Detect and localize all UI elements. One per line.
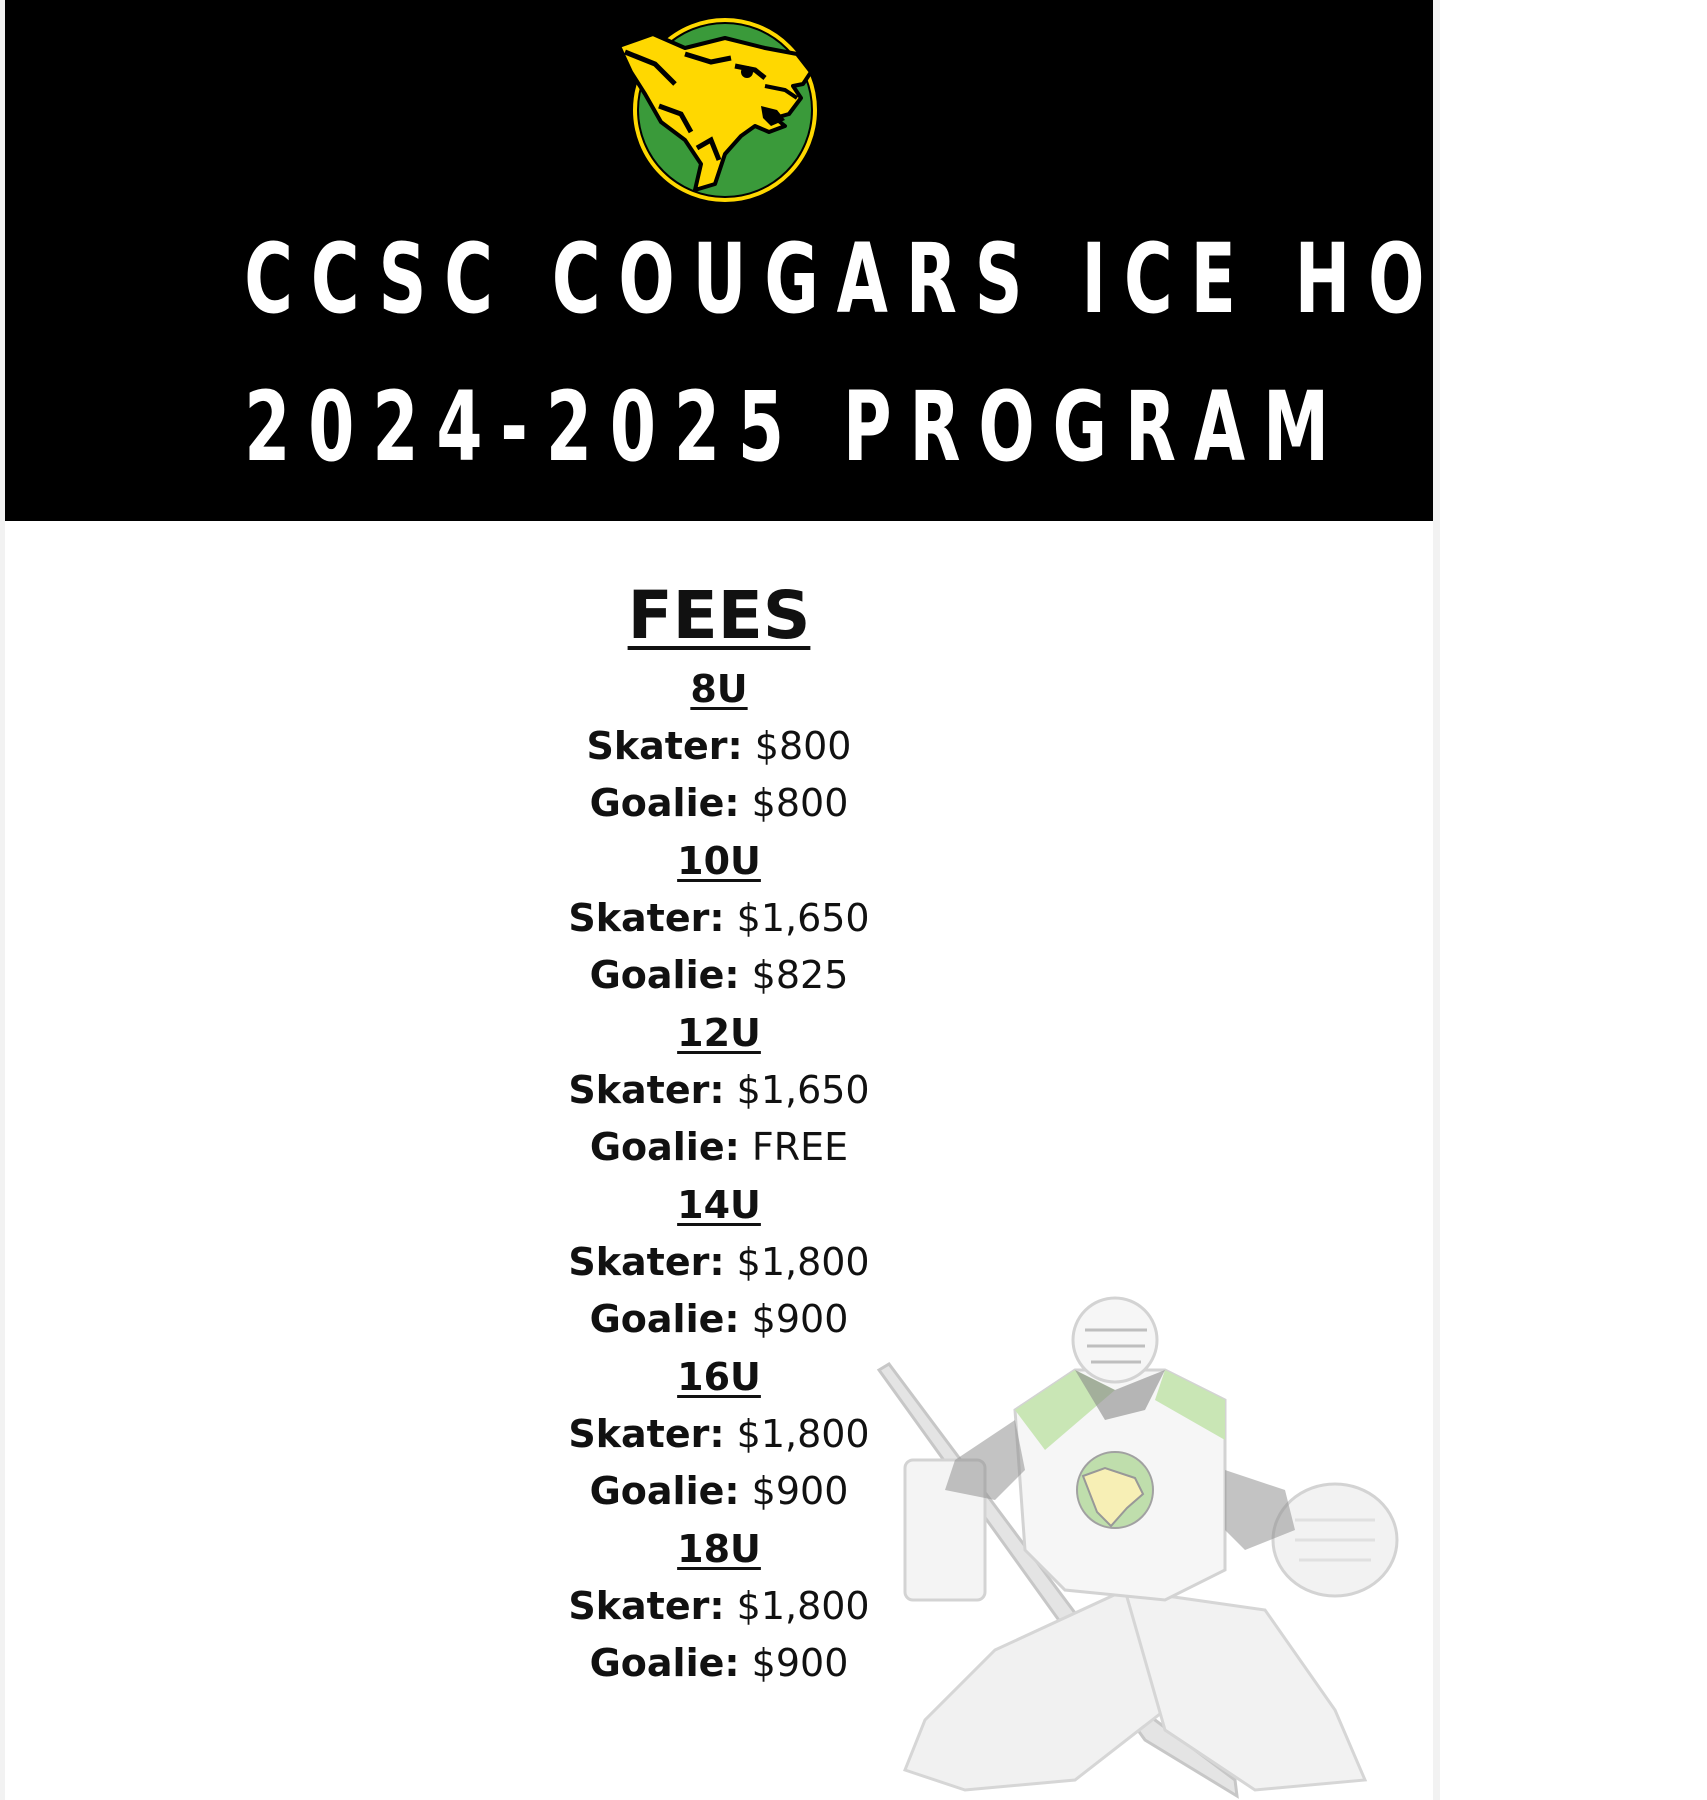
skater-label: Skater: (568, 1584, 725, 1628)
skater-fee: $1,800 (736, 1240, 870, 1284)
goalie-fee-row (5, 947, 1433, 1004)
goalie-label: Goalie: (589, 1641, 740, 1685)
fees-heading: FEES (627, 577, 811, 654)
skater-fee-row (5, 1062, 1433, 1119)
skater-fee-row (5, 890, 1433, 947)
skater-fee: $800 (754, 724, 852, 768)
goalie-fee: FREE (751, 1125, 849, 1169)
goalie-fee-row (5, 775, 1433, 832)
skater-fee-row (5, 1578, 1433, 1635)
title-line-1: CCSC COUGARS ICE HOCKEY (244, 223, 1707, 335)
goalie-label: Goalie: (589, 1125, 740, 1169)
skater-fee: $1,650 (736, 1068, 870, 1112)
fee-group-18u (5, 1520, 1433, 1692)
fees-section (5, 574, 1433, 1692)
goalie-fee: $900 (751, 1297, 849, 1341)
skater-fee: $1,800 (736, 1412, 870, 1456)
skater-label: Skater: (586, 724, 743, 768)
skater-label: Skater: (568, 1412, 725, 1456)
flyer-sheet (5, 0, 1707, 1800)
skater-label: Skater: (568, 896, 725, 940)
goalie-fee-row (5, 1463, 1433, 1520)
goalie-fee: $900 (751, 1641, 849, 1685)
header-banner (5, 0, 1707, 521)
skater-label: Skater: (568, 1240, 725, 1284)
skater-fee-row (5, 1234, 1433, 1291)
age-group-label: 8U (690, 667, 748, 711)
title-line-2: 2024-2025 PROGRAM (244, 371, 1347, 483)
skater-label: Skater: (568, 1068, 725, 1112)
fee-group-8u (5, 660, 1433, 832)
age-group-label: 16U (677, 1355, 761, 1399)
age-group-label: 10U (677, 839, 761, 883)
skater-fee-row (5, 718, 1433, 775)
fee-group-14u (5, 1176, 1433, 1348)
skater-fee-row (5, 1406, 1433, 1463)
goalie-fee: $800 (751, 781, 849, 825)
fee-group-16u (5, 1348, 1433, 1520)
goalie-fee-row (5, 1119, 1433, 1176)
goalie-fee: $900 (751, 1469, 849, 1513)
age-group-label: 14U (677, 1183, 761, 1227)
goalie-label: Goalie: (589, 781, 740, 825)
goalie-fee: $825 (751, 953, 849, 997)
goalie-fee-row (5, 1635, 1433, 1692)
goalie-label: Goalie: (589, 1297, 740, 1341)
cougar-logo-icon (615, 14, 825, 204)
skater-fee: $1,800 (736, 1584, 870, 1628)
goalie-fee-row (5, 1291, 1433, 1348)
fee-group-10u (5, 832, 1433, 1004)
skater-fee: $1,650 (736, 896, 870, 940)
fee-group-12u (5, 1004, 1433, 1176)
age-group-label: 12U (677, 1011, 761, 1055)
goalie-label: Goalie: (589, 953, 740, 997)
goalie-label: Goalie: (589, 1469, 740, 1513)
age-group-label: 18U (677, 1527, 761, 1571)
